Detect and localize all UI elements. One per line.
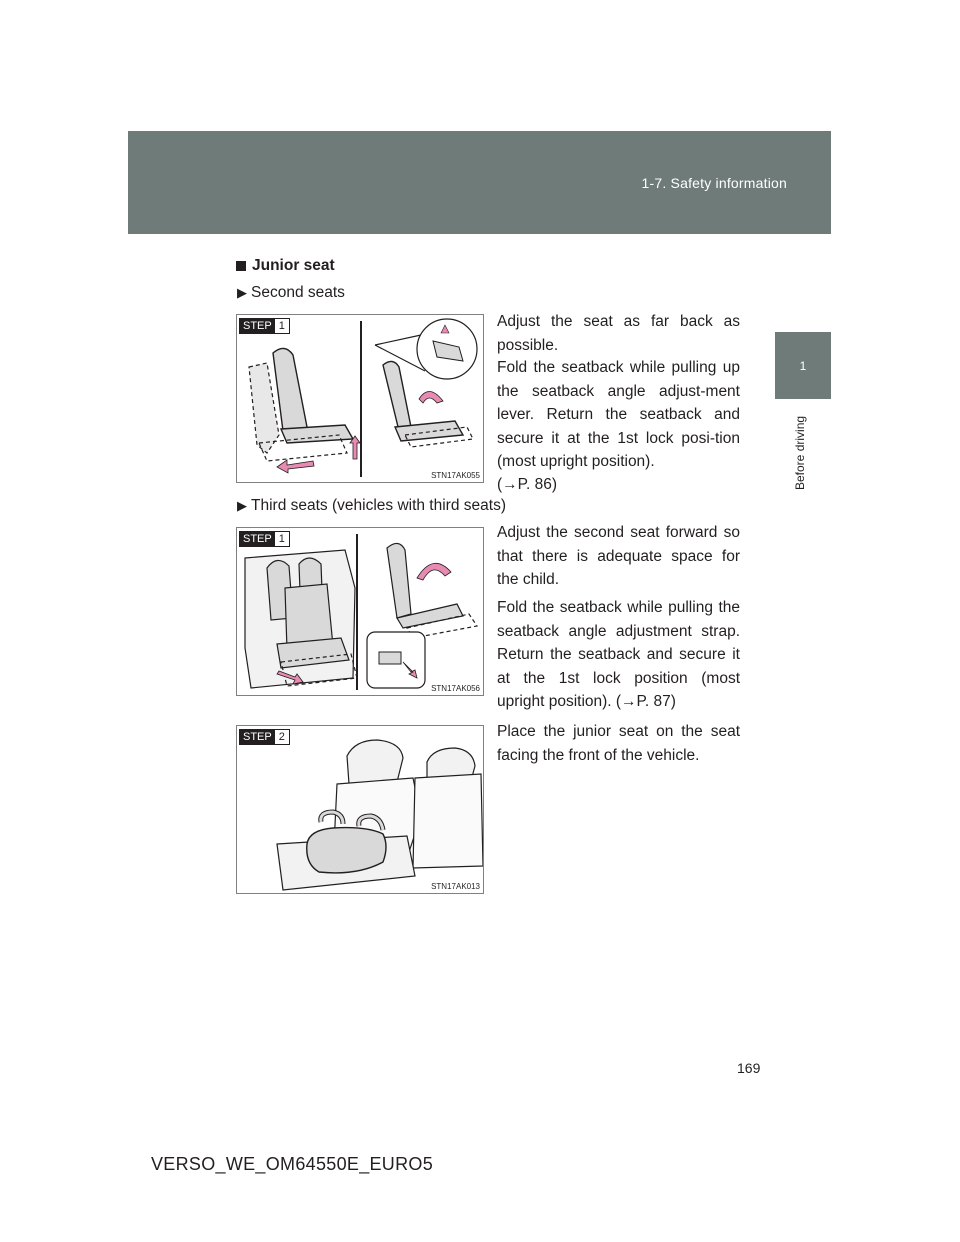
triangle-bullet-icon: ▶: [237, 498, 247, 513]
subheading-text: Third seats (vehicles with third seats): [251, 497, 506, 514]
step-label: STEP: [240, 319, 275, 333]
figure-code: STN17AK056: [431, 684, 480, 693]
instruction-text: Fold the seatback while pulling up the seatback angle adjust-ment lever. Return the seatback and secure it at the 1st lock posi-tion (most upright position).: [497, 359, 740, 470]
page-title: [236, 257, 335, 275]
figure-second-seat: [236, 314, 484, 483]
subheading-third-seats: [237, 497, 506, 515]
page-number: 169: [737, 1060, 761, 1076]
instruction-text: Adjust the seat as far back as possible.: [497, 313, 740, 354]
step-badge: [239, 318, 290, 334]
junior-seat-illustration: [237, 726, 484, 894]
seat-adjust-illustration: [237, 315, 484, 483]
seat-fold-illustration: [237, 528, 484, 696]
header-band: [128, 131, 831, 234]
subheading-text: Second seats: [251, 284, 345, 301]
chapter-tab-label: Before driving: [793, 415, 807, 491]
instruction-text: Place the junior seat on the seat facing the front of the vehicle.: [497, 723, 740, 764]
step-number: 1: [275, 532, 289, 546]
step-badge: [239, 531, 290, 547]
step-number: 1: [275, 319, 289, 333]
section-header-title: 1-7. Safety information: [641, 175, 787, 191]
document-footer: VERSO_WE_OM64550E_EURO5: [151, 1154, 434, 1174]
instruction-text: Adjust the second seat forward so that there is adequate space for the child.: [497, 524, 740, 588]
step-label: STEP: [240, 532, 275, 546]
page-title-text: Junior seat: [252, 257, 335, 274]
triangle-bullet-icon: ▶: [237, 285, 247, 300]
step-label: STEP: [240, 730, 275, 744]
figure-third-seat: [236, 527, 484, 696]
subheading-second-seats: [237, 284, 345, 302]
chapter-tab: 1: [775, 332, 831, 399]
page-reference: (→P. 86): [497, 476, 558, 493]
figure-code: STN17AK055: [431, 471, 480, 480]
step-badge: [239, 729, 290, 745]
square-bullet-icon: [236, 261, 246, 271]
figure-junior-seat: [236, 725, 484, 894]
figure-code: STN17AK013: [431, 882, 480, 891]
step-number: 2: [275, 730, 289, 744]
instruction-text: Fold the seatback while pulling the seatback angle adjustment strap. Return the seatback and secure it at the 1st lock position (most upright position). (→P. 87): [497, 599, 740, 710]
